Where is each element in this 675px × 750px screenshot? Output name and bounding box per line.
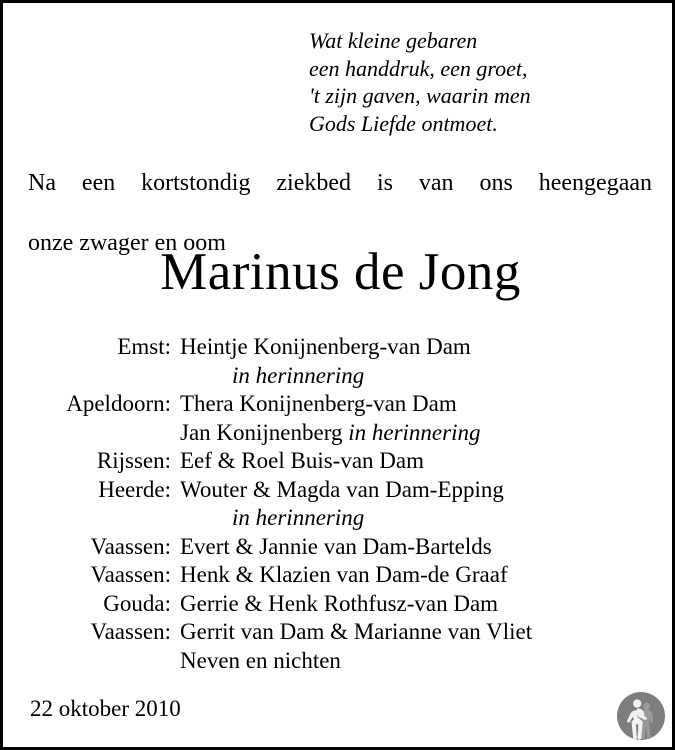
poem-line: Wat kleine gebaren (309, 28, 478, 53)
two-embracing-figures-icon (616, 691, 666, 741)
announcement-line: Na een kortstondig ziekbed is van ons heengegaan (28, 170, 652, 196)
family-names (180, 390, 675, 419)
announcement-line: onze zwager en oom (28, 230, 226, 256)
family-row (3, 533, 675, 562)
notice-date: 22 oktober 2010 (30, 696, 181, 721)
family-names (180, 504, 675, 533)
in-memoriam-note: in herinnering (232, 362, 365, 388)
family-name-text: Thera Konijnenberg-van Dam (180, 391, 457, 416)
family-names (180, 647, 675, 676)
in-memoriam-note: in herinnering (348, 419, 481, 445)
family-names (180, 447, 675, 476)
family-row (3, 447, 675, 476)
family-name-text: Heintje Konijnenberg-van Dam (180, 334, 471, 359)
family-name-text: Henk & Klazien van Dam-de Graaf (180, 562, 508, 587)
family-name-text: Wouter & Magda van Dam-Epping (180, 476, 504, 502)
family-name-text: Gerrie & Henk Rothfusz-van Dam (180, 590, 499, 616)
family-place: Apeldoorn: (66, 391, 171, 416)
family-row (3, 476, 675, 505)
family-list (3, 333, 675, 675)
family-row (3, 333, 675, 362)
family-name-text: Evert & Jannie van Dam-Bartelds (180, 533, 492, 559)
family-names (180, 590, 675, 619)
poem-line: een handdruk, een groet, (309, 55, 528, 81)
family-names (180, 561, 675, 590)
family-place: Vaassen: (90, 562, 171, 587)
in-memoriam-note: in herinnering (232, 505, 365, 530)
family-names (180, 333, 675, 362)
family-row (3, 561, 675, 590)
family-row (3, 504, 675, 533)
family-place: Emst: (117, 334, 171, 359)
family-names (180, 419, 675, 448)
family-row (3, 618, 675, 647)
family-place: Gouda: (103, 590, 171, 616)
deceased-name: Marinus de Jong (160, 243, 521, 301)
family-row (3, 590, 675, 619)
family-place: Vaassen: (90, 619, 171, 644)
family-names (180, 476, 675, 505)
family-row (3, 419, 675, 448)
family-row (3, 390, 675, 419)
family-names (180, 533, 675, 562)
family-place: Vaassen: (90, 533, 171, 559)
family-names (180, 362, 675, 391)
poem-line: Gods Liefde ontmoet. (309, 110, 498, 136)
family-names (180, 618, 675, 647)
family-name-text: Neven en nichten (180, 647, 341, 673)
family-row (3, 362, 675, 391)
family-name-text: Eef & Roel Buis-van Dam (180, 448, 425, 473)
poem-verse (309, 27, 531, 137)
family-place: Rijssen: (96, 448, 171, 473)
family-place: Heerde: (98, 476, 171, 502)
family-row (3, 647, 675, 676)
poem-line: 't zijn gaven, waarin men (309, 83, 531, 108)
family-name-text: Jan Konijnenberg (180, 419, 349, 445)
family-name-text: Gerrit van Dam & Marianne van Vliet (180, 619, 533, 644)
